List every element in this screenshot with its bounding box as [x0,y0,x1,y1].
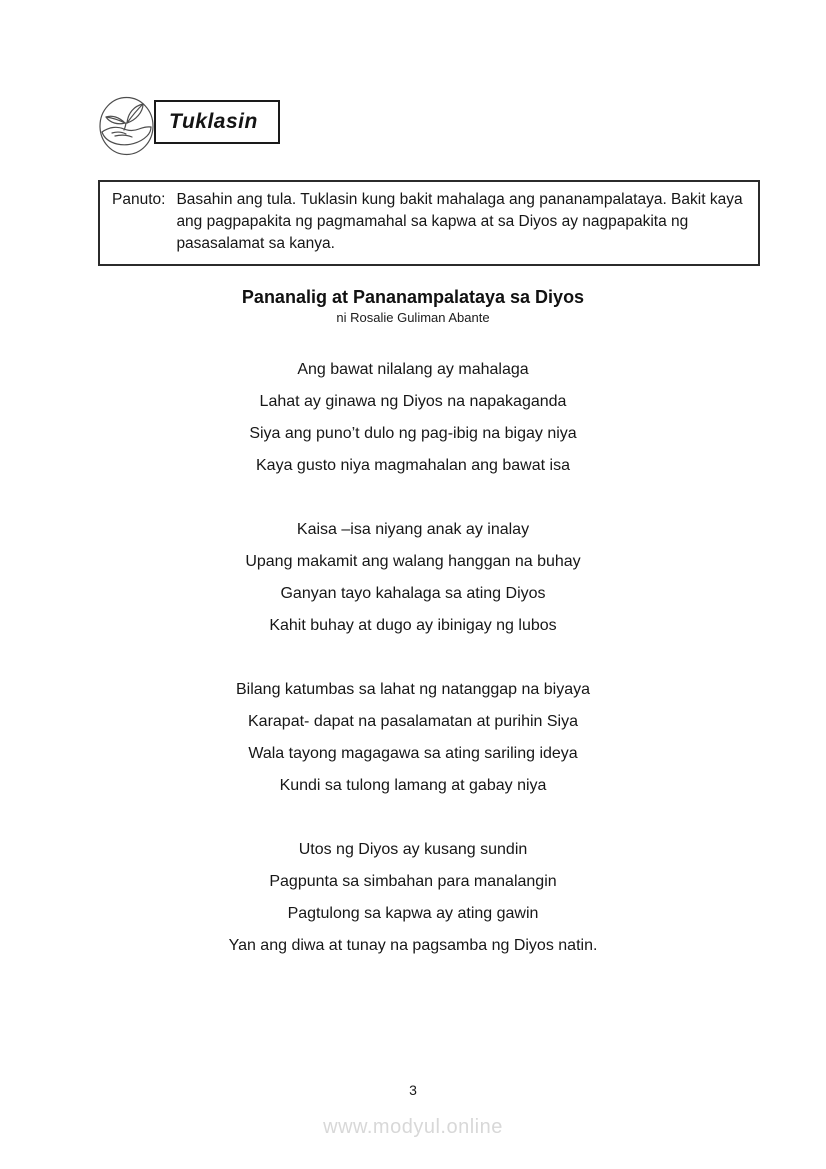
watermark: www.modyul.online [323,1116,503,1138]
poem-author: ni Rosalie Guliman Abante [336,310,490,325]
poem-stanza-2 [0,514,826,642]
poem-line: Siya ang puno’t dulo ng pag-ibig na bigay niya [249,425,577,442]
poem-body [0,354,826,994]
poem-stanza-3 [0,674,826,802]
poem-line: Yan ang diwa at tunay na pagsamba ng Diyos natin. [228,937,598,954]
poem-line: Kaya gusto niya magmahalan ang bawat isa [256,457,570,474]
poem-line: Bilang katumbas sa lahat ng natanggap na biyaya [235,681,591,698]
poem-line: Wala tayong magagawa sa ating sariling ideya [248,745,578,762]
poem-line: Ang bawat nilalang ay mahalaga [297,361,529,378]
instruction-box [98,180,760,266]
poem-line: Ganyan tayo kahalaga sa ating Diyos [280,585,546,602]
hand-holding-sprout-icon [98,96,155,156]
poem-line: Upang makamit ang walang hanggan na buhay [245,553,581,570]
section-badge-label: Tuklasin [169,110,258,133]
poem-line: Kahit buhay at dugo ay ibinigay ng lubos [269,617,557,634]
page-number: 3 [409,1082,417,1098]
poem-stanza-4 [0,834,826,962]
instruction-label: Panuto: [112,191,166,208]
poem-line: Kaisa –isa niyang anak ay inalay [296,521,530,538]
poem-line: Pagpunta sa simbahan para manalangin [269,873,557,890]
poem-title: Pananalig at Pananampalataya sa Diyos [241,287,585,307]
instruction-text: Basahin ang tula. Tuklasin kung bakit mahalaga ang pananampalataya. Bakit kaya ang pagpapakita ng pagmamahal sa kapwa at sa Diyos ay nagpapakita ng pasasalamat sa kanya. [176,191,743,252]
poem-line: Pagtulong sa kapwa ay ating gawin [287,905,539,922]
section-badge [154,100,280,144]
poem-line: Lahat ay ginawa ng Diyos na napakaganda [259,393,567,410]
poem-stanza-1 [0,354,826,482]
poem-line: Karapat- dapat na pasalamatan at purihin Siya [248,713,578,730]
poem-line: Kundi sa tulong lamang at gabay niya [279,777,547,794]
poem-line: Utos ng Diyos ay kusang sundin [298,841,528,858]
